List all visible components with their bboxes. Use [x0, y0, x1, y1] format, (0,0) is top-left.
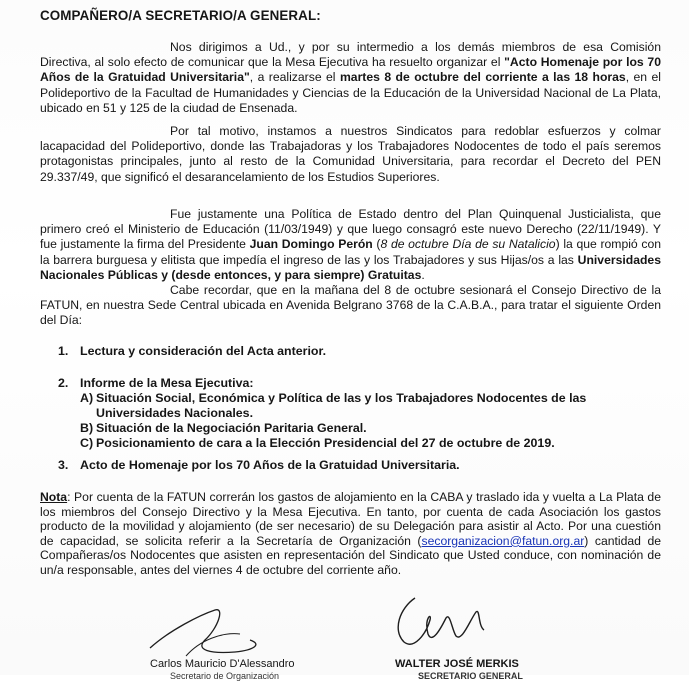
p3-text-4: . — [421, 267, 425, 282]
p1-text-2: , a realizarse el — [249, 70, 340, 85]
p1-text-3: , en el Polideportivo de la Facultad de Humanidades y Ciencias de la Educación de la Universidad Nacional de La Plata, ubicado en 51 y 125 de la ciudad de Ensenada. — [40, 70, 662, 115]
agenda-text: Lectura y consideración del Acta anterior. — [80, 344, 327, 358]
agenda-number: 1. — [58, 344, 69, 358]
left-signature-stroke — [150, 610, 256, 653]
agenda-sub-text: Posicionamiento de cara a la Elección Presidencial del 27 de octubre de 2019. — [96, 436, 555, 450]
organization-email-link[interactable]: secorganizacion@fatun.org.ar — [421, 533, 585, 548]
agenda-number: 2. — [58, 376, 69, 390]
note-text-1: : Por cuenta de la FATUN correrán los gastos de alojamiento en la CABA y traslado ida y vuelta a La Plata de los miembros del Consejo Directivo y la Mesa Ejecutiva. En tanto, por cuenta de cada Asociación los gastos producto de la movilidad y alojamiento (de ser necesario) de su Delegación para asistir al Acto. Por una cuestión de capacidad, se solicita referir a la Secretaría de Organización ( — [40, 490, 661, 548]
p3-text-1: Fue justamente una Política de Estado dentro del Plan Quinquenal Justicialista, que primero creó el Ministerio de Educación (11/03/1949) y que luego consagró este nuevo Derecho (22/11/1949). Y fue justamente la firma del Presidente — [40, 207, 661, 252]
note-label: Nota — [40, 490, 68, 504]
p3-text-3: ) la que rompió con la barrera burguesa y elitista que impedía el ingreso de las y los Trabajadores y sus Hijas/os a las — [40, 237, 662, 267]
right-signature-stroke — [398, 598, 484, 644]
handwritten-signatures — [0, 590, 689, 675]
agenda-text: Acto de Homenaje por los 70 Años de la Gratuidad Universitaria. — [80, 458, 460, 472]
right-signatory-title: SECRETARIO GENERAL — [418, 671, 523, 681]
paragraph-note — [40, 490, 661, 578]
agenda-sub-text: Situación Social, Económica y Política de las y los Trabajadores Nodocentes de las — [96, 391, 587, 405]
p3-text-2: ( — [372, 237, 381, 252]
p4-text: Cabe recordar, que en la mañana del 8 de octubre sesionará el Consejo Directivo de la FATUN, en nuestra Sede Central ubicada en Avenida Belgrano 3768 de la C.A.B.A., para tratar el siguiente Orden del Día: — [40, 283, 661, 328]
agenda-number: 3. — [58, 458, 69, 472]
agenda-item-3 — [58, 458, 658, 473]
agenda-sub-text: Situación de la Negociación Paritaria General. — [96, 421, 367, 435]
event-date: martes 8 de octubre del corriente a las 18 horas — [339, 70, 626, 85]
right-signatory-name: WALTER JOSÉ MERKIS — [395, 658, 519, 670]
paragraph-council-session — [40, 283, 661, 329]
agenda-item-2 — [58, 376, 658, 451]
paragraph-announcement — [40, 40, 661, 116]
agenda-sub-letter: B) — [80, 421, 94, 435]
left-signatory-name: Carlos Mauricio D'Alessandro — [150, 658, 295, 670]
paragraph-history — [40, 207, 661, 283]
birthday-note: 8 de octubre Día de su Natalicio — [380, 237, 556, 252]
agenda-item-1 — [58, 344, 658, 359]
paragraph-call-to-action — [40, 124, 661, 185]
signature-area — [0, 590, 689, 681]
salutation-heading: COMPAÑERO/A SECRETARIO/A GENERAL: — [40, 8, 321, 23]
president-name: Juan Domingo Perón — [249, 237, 373, 252]
p1-text-1: Nos dirigimos a Ud., y por su intermedio a los demás miembros de esa Comisión Directiva, al solo efecto de comunicar que la Mesa Ejecutiva ha resuelto organizar el — [40, 40, 661, 70]
universities-phrase: Universidades Nacionales Públicas y (desde entonces, y para siempre) Gratuitas — [40, 252, 661, 282]
left-signatory-title: Secretario de Organización — [170, 671, 280, 681]
agenda-sub-text-continued: Universidades Nacionales. — [96, 406, 254, 420]
agenda-text: Informe de la Mesa Ejecutiva: — [80, 376, 254, 390]
agenda-sub-letter: C) — [80, 436, 94, 450]
p2-text: Por tal motivo, instamos a nuestros Sindicatos para redoblar esfuerzos y colmar lacapacidad del Polideportivo, donde las Trabajadoras y los Trabajadores Nodocentes de todo el país seremos protagonistas principales, junto al resto de la Comunidad Universitaria, para recordar el Decreto del PEN 29.337/49, que significó el desarancelamiento de los Estudios Superiores. — [40, 124, 661, 184]
note-text-2: ) cantidad de Compañeras/os Nodocentes que asisten en representación del Sindicato que Usted conduce, con nominación de un/a responsable, antes del viernes 4 de octubre del corriente año. — [40, 533, 661, 577]
event-title: "Acto Homenaje por los 70 Años de la Gratuidad Universitaria" — [40, 55, 661, 85]
agenda-sub-letter: A) — [80, 391, 94, 405]
